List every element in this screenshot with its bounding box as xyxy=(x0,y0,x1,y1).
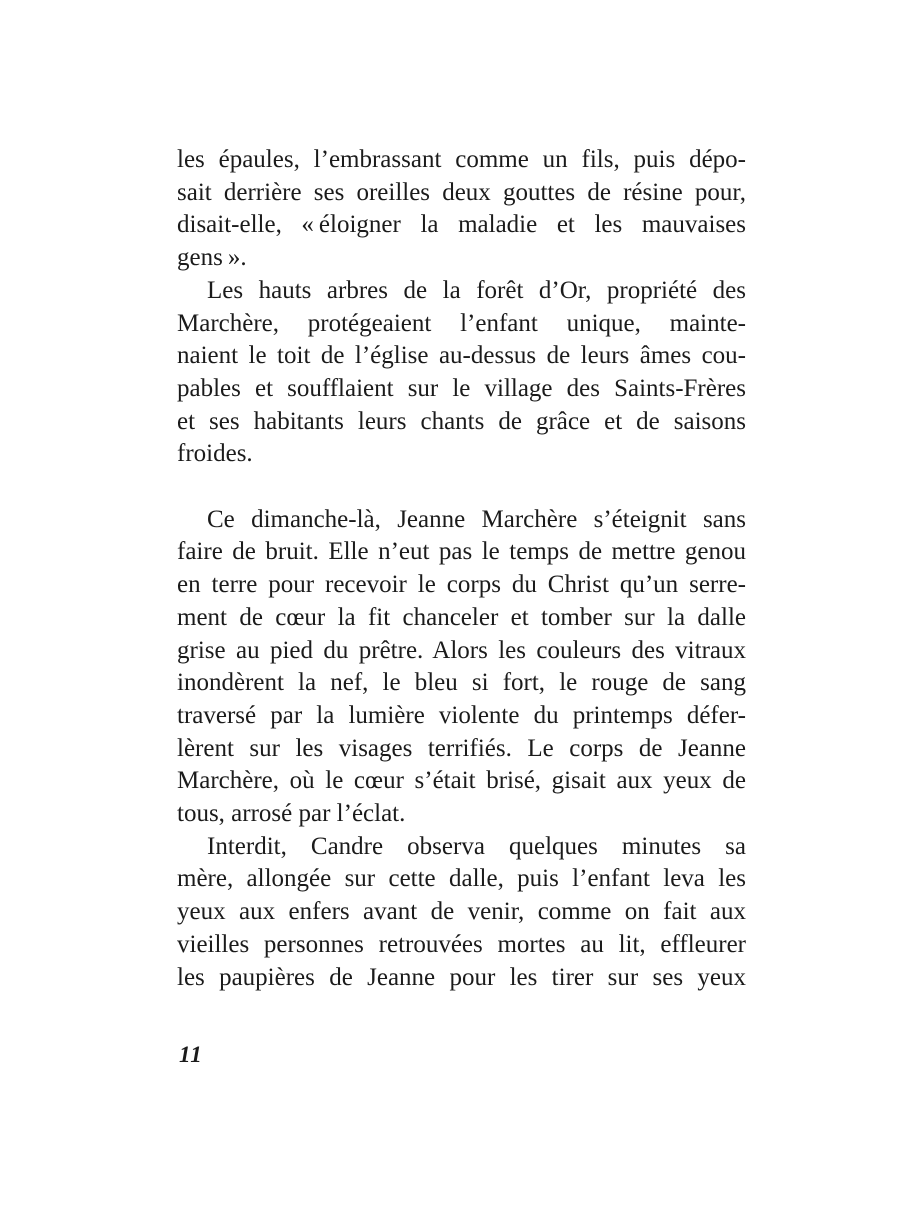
text-line: Marchère, où le cœur s’était brisé, gisait aux yeux de xyxy=(177,767,746,795)
text-line: vieilles personnes retrouvées mortes au lit, effleurer xyxy=(177,930,746,958)
text-line: yeux aux enfers avant de venir, comme on fait aux xyxy=(177,898,746,926)
text-line: inondèrent la nef, le bleu si fort, le rouge de sang xyxy=(177,669,746,697)
text-line: Interdit, Candre observa quelques minutes sa xyxy=(207,832,746,860)
text-line: tous, arrosé par l’éclat. xyxy=(177,800,406,828)
text-line: froides. xyxy=(177,440,253,468)
text-line: gens ». xyxy=(177,244,247,272)
text-line: les paupières de Jeanne pour les tirer sur ses yeux xyxy=(177,963,746,991)
text-line: les épaules, l’embrassant comme un fils, puis dépo- xyxy=(177,146,746,173)
page-text-block xyxy=(177,144,746,994)
text-line: traversé par la lumière violente du printemps défer- xyxy=(177,701,746,729)
text-line: disait-elle, « éloigner la maladie et les mauvaises xyxy=(177,211,746,239)
text-line: faire de bruit. Elle n’eut pas le temps de mettre genou xyxy=(177,538,746,566)
text-line: naient le toit de l’église au-dessus de leurs âmes cou- xyxy=(177,342,746,370)
text-line: ment de cœur la fit chanceler et tomber sur la dalle xyxy=(177,603,746,631)
text-line: Les hauts arbres de la forêt d’Or, propriété des xyxy=(207,276,746,304)
paragraph xyxy=(177,275,746,471)
paragraph xyxy=(177,831,746,995)
text-line: sait derrière ses oreilles deux gouttes de résine pour, xyxy=(177,178,746,206)
text-line: mère, allongée sur cette dalle, puis l’enfant leva les xyxy=(177,865,746,893)
text-line: grise au pied du prêtre. Alors les couleurs des vitraux xyxy=(177,636,746,664)
paragraph xyxy=(177,504,746,831)
text-line: et ses habitants leurs chants de grâce et de saisons xyxy=(177,407,746,435)
text-line: Marchère, protégeaient l’enfant unique, mainte- xyxy=(177,309,746,337)
text-line: pables et soufflaient sur le village des Saints-Frères xyxy=(177,374,746,402)
page-number: 11 xyxy=(179,1042,203,1067)
text-line: Ce dimanche-là, Jeanne Marchère s’éteignit sans xyxy=(207,505,746,533)
paragraph xyxy=(177,144,746,275)
text-line: lèrent sur les visages terrifiés. Le corps de Jeanne xyxy=(177,734,746,762)
text-line: en terre pour recevoir le corps du Christ qu’un serre- xyxy=(177,571,746,599)
